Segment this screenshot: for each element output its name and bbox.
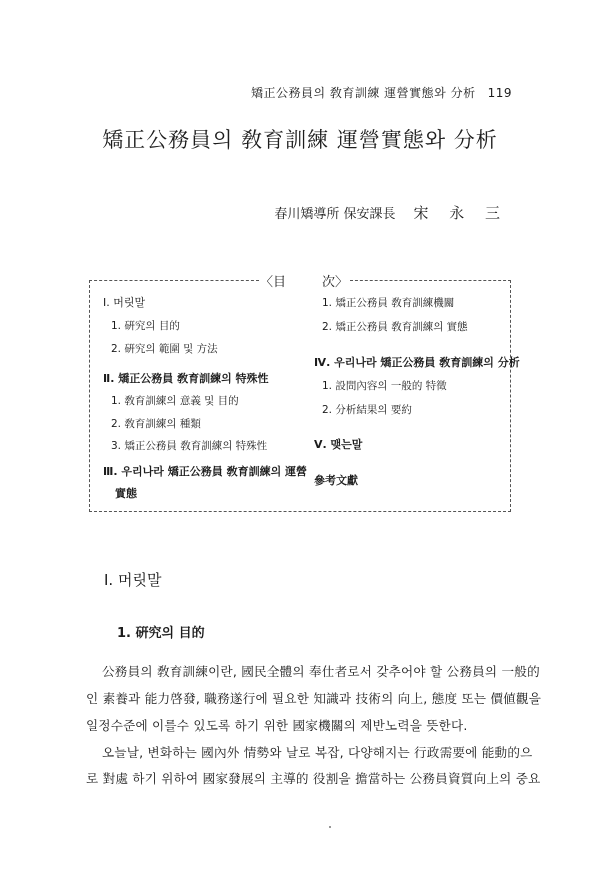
toc-item: Ⅲ. 우리나라 矯正公務員 敎育訓練의 運營 <box>103 465 308 478</box>
toc-item: Ⅱ. 矯正公務員 敎育訓練의 特殊性 <box>103 372 269 385</box>
toc-item: 2. 矯正公務員 敎育訓練의 實態 <box>322 321 468 333</box>
toc-top-border-right <box>350 280 511 281</box>
paragraph-line: 인 素養과 能力啓發, 職務遂行에 필요한 知識과 技術의 向上, 態度 또는 價値觀을 <box>86 691 542 706</box>
toc-item: 1. 設問內容의 一般的 特徵 <box>322 380 447 392</box>
author-affiliation: 春川矯導所 保安課長 <box>274 207 396 222</box>
toc-item: 2. 硏究의 範圍 및 方法 <box>111 343 218 355</box>
toc-item: 2. 敎育訓練의 種類 <box>111 418 201 430</box>
paragraph-line: 오늘날, 변화하는 國內外 情勢와 날로 복잡, 다양해지는 行政需要에 能動的으 <box>102 745 533 760</box>
author-line <box>274 202 508 223</box>
article-title: 矯正公務員의 敎育訓練 運營實態와 分析 <box>102 128 498 152</box>
toc-item: 1. 硏究의 目的 <box>111 320 180 332</box>
subsection-heading: 1. 硏究의 目的 <box>117 626 205 641</box>
section-heading: Ⅰ. 머릿말 <box>104 571 162 589</box>
paragraph-line: 로 對處 하기 위하여 國家發展의 主導的 役割을 擔當하는 公務員資質向上의 중요 <box>86 771 541 786</box>
toc-item: 3. 矯正公務員 敎育訓練의 特殊性 <box>111 440 268 452</box>
toc-item: 2. 分析結果의 要約 <box>322 404 412 416</box>
toc-heading-right: 次〉 <box>322 275 349 290</box>
toc-item: 參考文獻 <box>314 474 358 487</box>
toc-item: Ⅳ. 우리나라 矯正公務員 敎育訓練의 分析 <box>314 356 520 369</box>
toc-item: 1. 矯正公務員 敎育訓練機關 <box>322 297 455 309</box>
toc-item: Ⅴ. 맺는말 <box>314 438 363 451</box>
toc-top-border-left <box>89 280 259 281</box>
running-title: 矯正公務員의 敎育訓練 運營實態와 分析 <box>250 86 476 100</box>
scan-speck <box>329 826 331 828</box>
toc-item: Ⅰ. 머릿말 <box>103 296 146 309</box>
paragraph-line: 公務員의 敎育訓練이란, 國民全體의 奉仕者로서 갖추어야 할 公務員의 一般的 <box>102 664 540 679</box>
page-number: 119 <box>487 86 512 100</box>
toc-heading-left: 〈目 <box>260 275 287 290</box>
toc-item: 實態 <box>115 487 137 500</box>
toc-item: 1. 敎育訓練의 意義 및 目的 <box>111 395 239 407</box>
paragraph-line: 일정수준에 이를수 있도록 하기 위한 國家機關의 제반노력을 뜻한다. <box>86 718 468 733</box>
author-name: 宋 永 三 <box>413 204 508 222</box>
running-header <box>251 84 512 101</box>
